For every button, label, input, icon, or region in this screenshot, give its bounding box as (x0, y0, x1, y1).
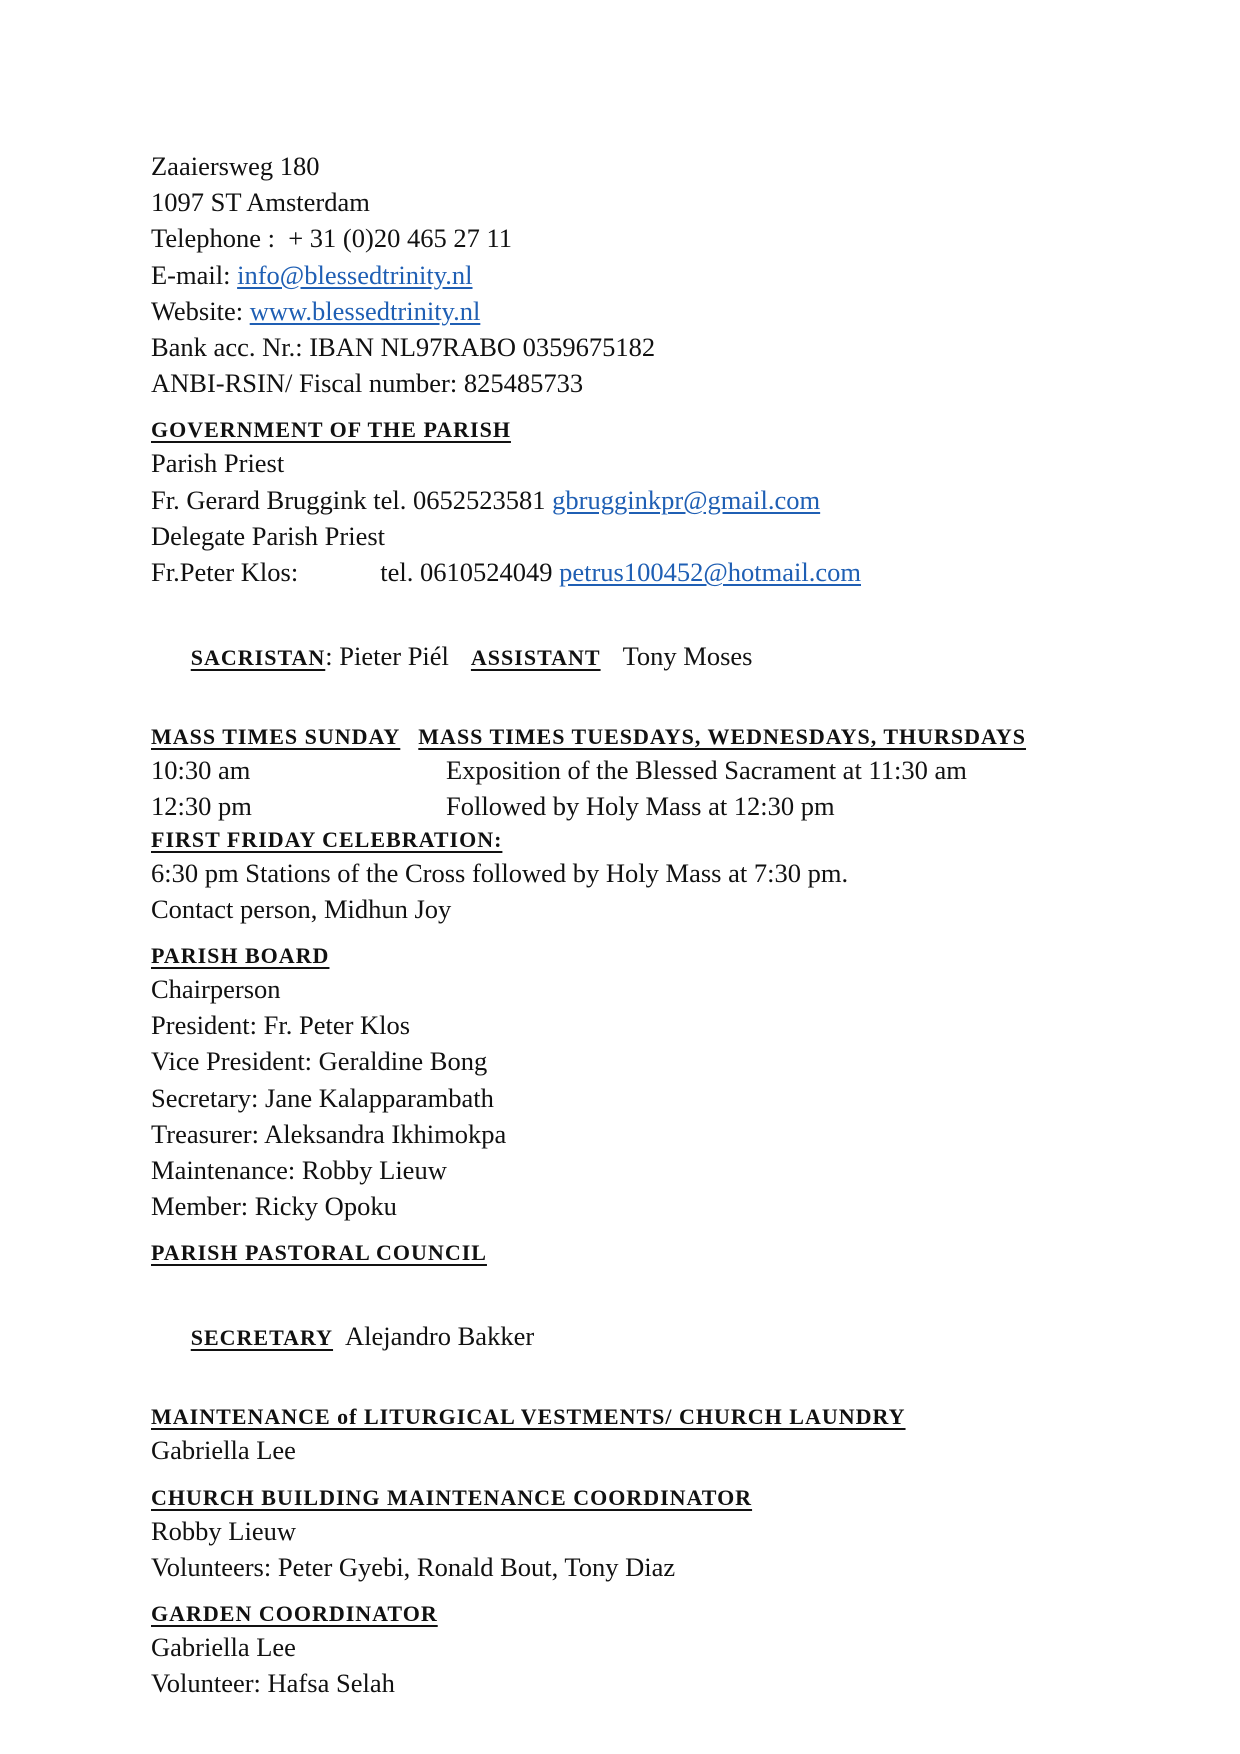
first-friday-heading: FIRST FRIDAY CELEBRATION: (151, 826, 503, 852)
parish-board-heading: PARISH BOARD (151, 943, 330, 969)
email-line (151, 257, 1161, 293)
garden-name: Gabriella Lee (151, 1632, 296, 1663)
email-label: E-mail: (151, 259, 238, 290)
contact-block (151, 148, 1161, 401)
first-friday-line-1: 6:30 pm Stations of the Cross followed by Holy Mass at 7:30 pm. (151, 857, 849, 888)
board-item: Vice President: Geraldine Bong (151, 1046, 488, 1077)
government-section (151, 415, 1161, 590)
sacristan-name: : Pieter Piél (325, 641, 449, 672)
vestments-name: Gabriella Lee (151, 1435, 296, 1466)
board-item: President: Fr. Peter Klos (151, 1010, 411, 1041)
delegate-email-link[interactable]: petrus100452@hotmail.com (559, 557, 861, 588)
mass-row-1 (151, 752, 1161, 788)
sunday-time-1: 10:30 am (151, 755, 251, 786)
garden-volunteer: Volunteer: Hafsa Selah (151, 1668, 395, 1699)
website-label: Website: (151, 295, 250, 326)
mass-sunday-heading: MASS TIMES SUNDAY (151, 724, 401, 750)
building-section (151, 1483, 1161, 1585)
vestments-heading: MAINTENANCE of LITURGICAL VESTMENTS/ CHURCH LAUNDRY (151, 1404, 906, 1430)
bank-line: Bank acc. Nr.: IBAN NL97RABO 0359675182 (151, 332, 656, 363)
board-item: Member: Ricky Opoku (151, 1191, 397, 1222)
pastoral-council-section (151, 1238, 1161, 1268)
weekday-line-2: Followed by Holy Mass at 12:30 pm (446, 791, 835, 822)
website-line (151, 293, 1161, 329)
vestments-section (151, 1402, 1161, 1468)
telephone-line: Telephone : + 31 (0)20 465 27 11 (151, 223, 512, 254)
delegate-tel: tel. 0610524049 (380, 557, 560, 588)
sunday-time-2: 12:30 pm (151, 791, 252, 822)
priest-email-link[interactable]: gbrugginkpr@gmail.com (552, 484, 821, 515)
parish-board-section (151, 941, 1161, 1224)
priest-line (151, 482, 1161, 518)
assistant-name: Tony Moses (622, 641, 753, 672)
weekday-line-1: Exposition of the Blessed Sacrament at 11:30 am (446, 755, 967, 786)
board-item: Treasurer: Aleksandra Ikhimokpa (151, 1118, 507, 1149)
fiscal-line: ANBI-RSIN/ Fiscal number: 825485733 (151, 368, 584, 399)
email-link[interactable]: info@blessedtrinity.nl (237, 259, 473, 290)
building-name: Robby Lieuw (151, 1515, 296, 1546)
address-line-1: Zaaiersweg 180 (151, 151, 320, 181)
government-heading: GOVERNMENT OF THE PARISH (151, 417, 511, 443)
website-link[interactable]: www.blessedtrinity.nl (249, 295, 481, 326)
building-heading: CHURCH BUILDING MAINTENANCE COORDINATOR (151, 1484, 753, 1510)
building-volunteers: Volunteers: Peter Gyebi, Ronald Bout, Tony Diaz (151, 1551, 676, 1582)
first-friday-section (151, 825, 1161, 927)
pastoral-council-heading: PARISH PASTORAL COUNCIL (151, 1240, 487, 1266)
assistant-heading: ASSISTANT (470, 645, 601, 671)
board-item: Secretary: Jane Kalapparambath (151, 1082, 494, 1113)
priest-name-tel: Fr. Gerard Bruggink tel. 0652523581 (151, 484, 553, 515)
priest-title: Parish Priest (151, 448, 285, 479)
mass-section (151, 722, 1161, 824)
first-friday-line-2: Contact person, Midhun Joy (151, 893, 452, 924)
delegate-title: Delegate Parish Priest (151, 520, 386, 551)
secretary-name: Alejandro Bakker (345, 1321, 535, 1352)
delegate-line (151, 554, 1161, 590)
delegate-name: Fr.Peter Klos: (151, 557, 299, 588)
secretary-section (151, 1282, 1161, 1390)
board-item: Chairperson (151, 974, 281, 1005)
sacristan-section (151, 602, 1161, 710)
mass-weekday-heading: MASS TIMES TUESDAYS, WEDNESDAYS, THURSDAYS (418, 724, 1027, 750)
garden-section (151, 1599, 1161, 1701)
document-content (151, 148, 1161, 1701)
mass-row-2 (151, 788, 1161, 824)
address-line-2: 1097 ST Amsterdam (151, 187, 370, 218)
mass-headings-row (151, 722, 1161, 752)
sacristan-heading: SACRISTAN (190, 645, 326, 671)
garden-heading: GARDEN COORDINATOR (151, 1601, 438, 1627)
board-item: Maintenance: Robby Lieuw (151, 1155, 447, 1186)
secretary-heading: SECRETARY (190, 1325, 334, 1351)
